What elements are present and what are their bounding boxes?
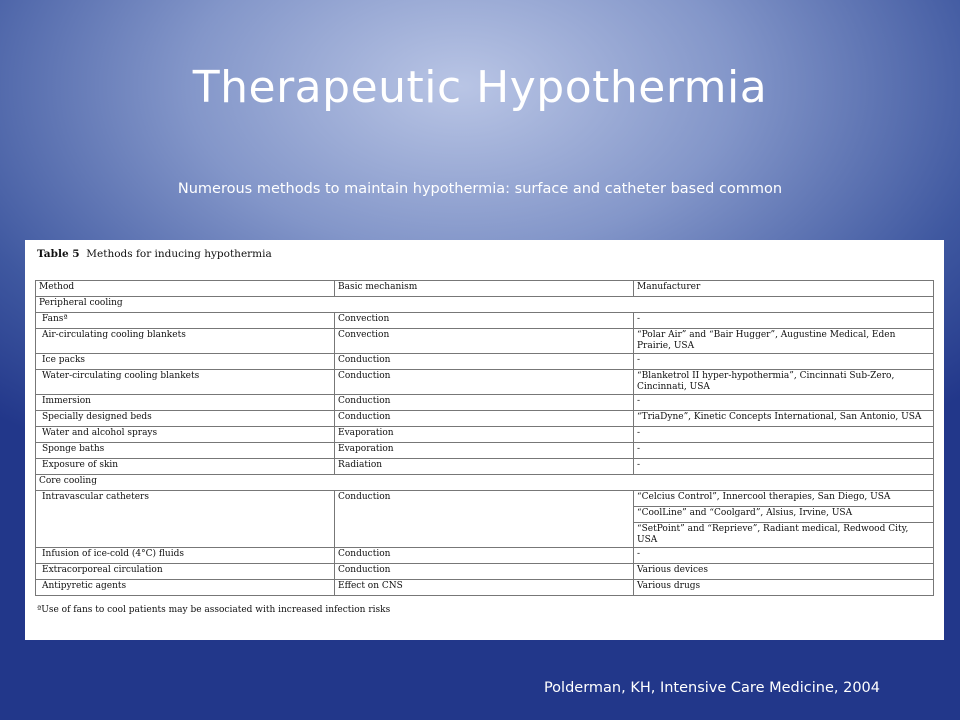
cell-manufacturer: - — [634, 427, 934, 443]
cell-method: Extracorporeal circulation — [36, 564, 335, 580]
slide-subtitle: Numerous methods to maintain hypothermia: surface and catheter based common — [177, 181, 783, 197]
table-row — [36, 459, 934, 475]
methods-table-body — [36, 281, 934, 596]
cell-mechanism: Conduction — [335, 491, 634, 548]
table-caption-label: Table 5 — [37, 248, 80, 260]
cell-method: Infusion of ice-cold (4°C) fluids — [36, 548, 335, 564]
cell-method: Ice packs — [36, 354, 335, 370]
section-label: Peripheral cooling — [36, 297, 934, 313]
cell-method: Sponge baths — [36, 443, 335, 459]
cell-manufacturer: - — [634, 354, 934, 370]
cell-manufacturer: - — [634, 459, 934, 475]
table-row — [36, 548, 934, 564]
table-row — [36, 564, 934, 580]
table-image — [25, 240, 944, 640]
citation: Polderman, KH, Intensive Care Medicine, 2004 — [543, 680, 880, 696]
cell-mechanism: Convection — [335, 313, 634, 329]
cell-manufacturer: Various devices — [634, 564, 934, 580]
table-row — [36, 329, 934, 354]
cell-manufacturer: “CoolLine” and “Coolgard”, Alsius, Irvine, USA — [634, 507, 934, 523]
cell-mechanism: Conduction — [335, 411, 634, 427]
table-caption — [37, 246, 934, 262]
table-footnote: ªUse of fans to cool patients may be associated with increased infection risks — [37, 605, 391, 615]
cell-manufacturer: “Blanketrol II hyper-hypothermia”, Cincinnati Sub-Zero, Cincinnati, USA — [634, 370, 934, 395]
cell-method: Water-circulating cooling blankets — [36, 370, 335, 395]
cell-method: Specially designed beds — [36, 411, 335, 427]
cell-manufacturer: “Polar Air” and “Bair Hugger”, Augustine Medical, Eden Prairie, USA — [634, 329, 934, 354]
header-method: Method — [36, 281, 335, 297]
cell-mechanism: Conduction — [335, 354, 634, 370]
table-row — [36, 395, 934, 411]
table-row — [36, 427, 934, 443]
cell-mechanism: Convection — [335, 329, 634, 354]
cell-method: Water and alcohol sprays — [36, 427, 335, 443]
table-row — [36, 580, 934, 596]
cell-mechanism: Conduction — [335, 395, 634, 411]
section-label: Core cooling — [36, 475, 934, 491]
cell-method: Antipyretic agents — [36, 580, 335, 596]
header-manufacturer: Manufacturer — [634, 281, 934, 297]
table-caption-text: Methods for inducing hypothermia — [86, 248, 272, 260]
cell-manufacturer: “Celcius Control”, Innercool therapies, San Diego, USA — [634, 491, 934, 507]
cell-manufacturer: “TriaDyne”, Kinetic Concepts International, San Antonio, USA — [634, 411, 934, 427]
cell-mechanism: Conduction — [335, 548, 634, 564]
cell-manufacturer: - — [634, 395, 934, 411]
table-row — [36, 491, 934, 507]
section-row-peripheral — [36, 297, 934, 313]
cell-manufacturer: - — [634, 443, 934, 459]
table-header-row — [36, 281, 934, 297]
cell-method: Intravascular catheters — [36, 491, 335, 548]
table-row — [36, 443, 934, 459]
cell-manufacturer: “SetPoint” and “Reprieve”, Radiant medical, Redwood City, USA — [634, 523, 934, 548]
slide-title: Therapeutic Hypothermia — [192, 62, 768, 113]
header-mechanism: Basic mechanism — [335, 281, 634, 297]
cell-mechanism: Evaporation — [335, 427, 634, 443]
table-row — [36, 370, 934, 395]
cell-mechanism: Conduction — [335, 564, 634, 580]
cell-method: Fansª — [36, 313, 335, 329]
cell-mechanism: Effect on CNS — [335, 580, 634, 596]
cell-method: Air-circulating cooling blankets — [36, 329, 335, 354]
table-row — [36, 313, 934, 329]
cell-mechanism: Conduction — [335, 370, 634, 395]
table-row — [36, 411, 934, 427]
cell-method: Immersion — [36, 395, 335, 411]
cell-mechanism: Radiation — [335, 459, 634, 475]
table-row — [36, 354, 934, 370]
cell-manufacturer: - — [634, 548, 934, 564]
cell-mechanism: Evaporation — [335, 443, 634, 459]
cell-method: Exposure of skin — [36, 459, 335, 475]
methods-table — [35, 280, 934, 596]
section-row-core — [36, 475, 934, 491]
cell-manufacturer: - — [634, 313, 934, 329]
cell-manufacturer: Various drugs — [634, 580, 934, 596]
